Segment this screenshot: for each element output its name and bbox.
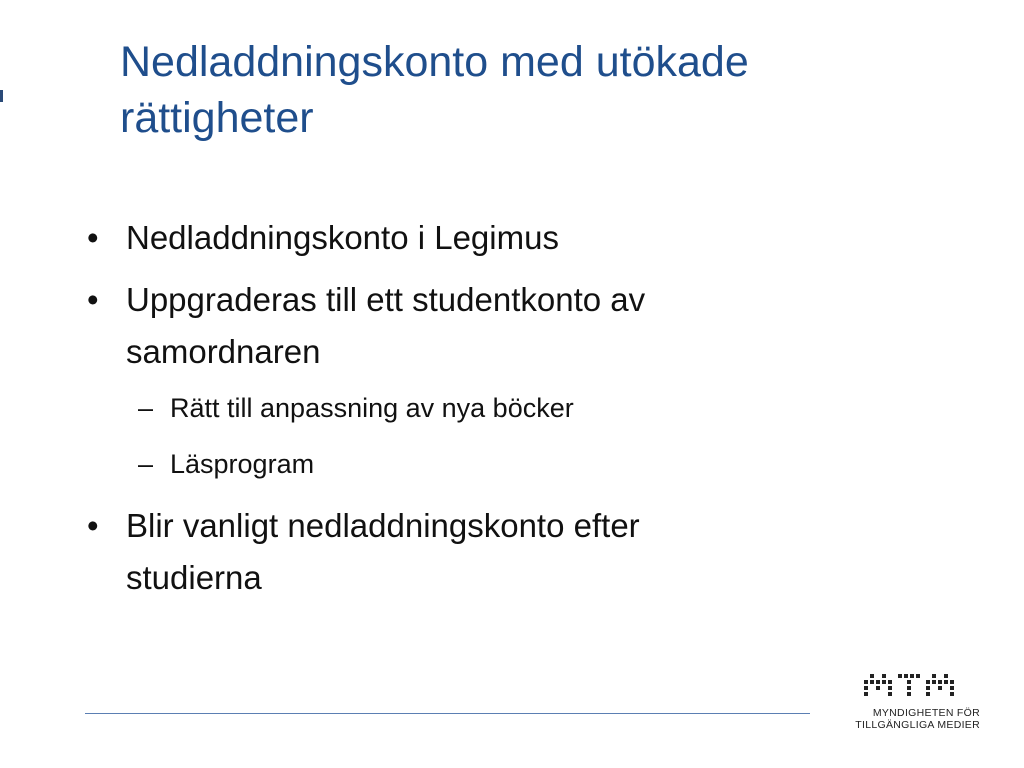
- bullet-dot: •: [87, 281, 99, 318]
- title-line-2: rättigheter: [120, 94, 314, 142]
- mtm-logo-mark: [862, 668, 958, 702]
- sub-bullet-text: Rätt till anpassning av nya böcker: [170, 393, 574, 423]
- logo-text: [832, 707, 980, 731]
- mtm-logo: [832, 668, 982, 738]
- logo-line-1: MYNDIGHETEN FÖR: [872, 707, 980, 719]
- sub-bullet-item-2: [84, 444, 844, 484]
- sub-bullet-text: Läsprogram: [170, 449, 315, 479]
- title-line-1: Nedladdningskonto med utökade: [120, 38, 749, 86]
- bullet-dot: •: [87, 507, 99, 544]
- sub-bullet-dash: –: [138, 393, 154, 423]
- bullet-text-cont: studierna: [126, 559, 262, 596]
- slide-title: [120, 34, 980, 146]
- slide-body: [84, 212, 844, 614]
- sub-bullet-dash: –: [138, 449, 154, 479]
- bullet-text-cont: samordnaren: [126, 333, 321, 370]
- footer-rule: [85, 713, 810, 714]
- bullet-text: Nedladdningskonto i Legimus: [126, 219, 559, 256]
- bullet-item-3: [84, 500, 844, 604]
- sub-bullet-list: [84, 388, 844, 484]
- sub-bullet-item-1: [84, 388, 844, 428]
- logo-line-2: TILLGÄNGLIGA MEDIER: [855, 719, 980, 731]
- bullet-item-2: [84, 274, 844, 378]
- bullet-dot: •: [87, 219, 99, 256]
- bullet-item-1: [84, 212, 844, 264]
- edge-marker: [0, 90, 3, 102]
- bullet-text: Blir vanligt nedladdningskonto efter: [126, 507, 640, 544]
- bullet-text: Uppgraderas till ett studentkonto av: [126, 281, 646, 318]
